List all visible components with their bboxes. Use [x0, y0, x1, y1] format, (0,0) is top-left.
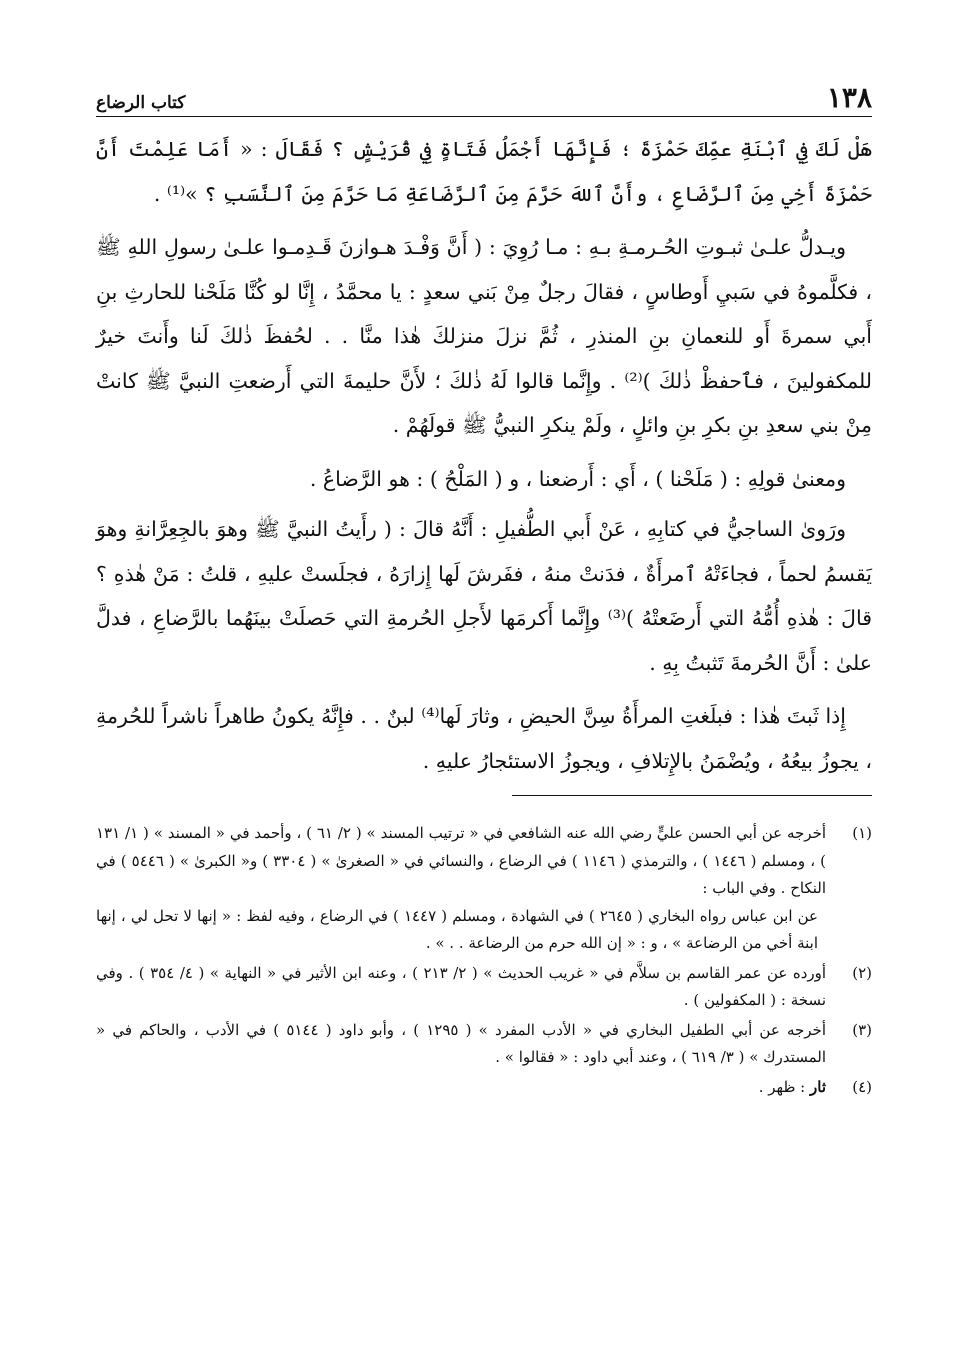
paragraph-milk-ruling: إِذا ثَبتَ هٰذا : فبلَغتِ المرأَةُ سِنَّ الحيضِ ، وثارَ لَها⁽⁴⁾ لبنٌ . . فإِنَّهُ يكونُ طاهراً ناشراً للحُرمةِ ، يجوزُ بيعُهُ ، ويُضْمَنُ بالإِتلافِ ، ويجوزُ الاستئجارُ عليهِ . — [96, 704, 872, 773]
footnote-text — [96, 1074, 826, 1102]
footnote-separator — [512, 795, 872, 796]
footnote-number: (٤) — [852, 1077, 872, 1096]
footnote-number: (٢) — [852, 963, 872, 982]
paragraph-hadith-continuation: هَلْ لَكَ فِي ٱبْنَةِ عمِّكَ حَمْزَةَ ؛ فَإِنَّهَا أَجْمَلُ فَتَاةٍ فِي قُرَيْشٍ ؟ فَقَالَ : « أَمَا عَلِمْتَ أَنَّ حَمْزَةَ أَخِي مِنَ ٱلرَّضَاعِ ، وأَنَّ ٱللهَ حَرَّمَ مِنَ ٱلرَّضَاعَةِ مَا حَرَّمَ مِنَ ٱلنَّسَبِ ؟ »⁽¹⁾ . — [96, 137, 872, 206]
main-text — [96, 127, 872, 783]
footnote-line: أخرجه عن أبي الطفيل البخاري في « الأدب المفرد » ( ١٢٩٥ ) ، وأبو داود ( ٥١٤٤ ) في الأدب ، والحاكم في « المستدرك » ( ٣/ ٦١٩ ) ، وعند أبي داود : « فقالوا » . — [96, 1020, 826, 1066]
footnote-line: أخرجه عن أبي الحسن عليٍّ رضي الله عنه الشافعي في « ترتيب المسند » ( ٢/ ٦١ ) ، وأحمد في « المسند » ( ١/ ١٣١ ) ، ومسلم ( ١٤٤٦ ) ، والترمذي ( ١١٤٦ ) في الرضاع ، والنسائي في « الصغرىٰ » ( ٣٣٠٤ ) و« الكبرىٰ » ( ٥٤٤٦ ) في النكاح . وفي الباب : — [96, 824, 827, 897]
glossed-term: ثار — [810, 1077, 826, 1096]
running-header — [96, 72, 872, 117]
footnote-text — [96, 1017, 826, 1072]
paragraph-saji-narration: ورَوىٰ الساجيُّ في كتابِهِ ، عَنْ أَبي الطُّفيلِ : أَنَّهُ قالَ : ( رأَيتُ النبيَّ ﷺ وهوَ بالجِعِرَّانةِ وهوَ يَقسمُ لحماً ، فجاءَتْهُ ٱمرأَةٌ ، فدَنتْ منهُ ، ففَرشَ لَها إِزارَهُ ، فجلَستْ عليهِ ، قلتُ : مَنْ هٰذهِ ؟ قالَ : هٰذهِ أُمُّهُ التي أَرضَعتْهُ )⁽³⁾ وإِنَّما أَكرمَها لأَجلِ الحُرمةِ التي حَصلَتْ بينَهُما بالرَّضاعِ ، فدلَّ علىٰ : أَنَّ الحُرمةَ تَثبتُ بِهِ . — [96, 517, 872, 675]
footnote-2 — [96, 960, 872, 1015]
footnote-text — [96, 820, 826, 958]
book-title: كتاب الرضاع — [96, 93, 186, 113]
footnote-text — [96, 960, 826, 1015]
footnotes — [96, 820, 872, 1101]
paragraph-meaning-malahna: ومعنىٰ قولِهِ : ( مَلَحْنا ) ، أَي : أَرضعنا ، و ( المَلْحُ ) : هو الرَّضاعُ . — [309, 466, 846, 491]
footnote-line: أورده عن عمر القاسم بن سلاَّم في « غريب الحديث » ( ٢/ ٢١٣ ) ، وعنه ابن الأثير في « النهاية » ( ٤/ ٣٥٤ ) . وفي نسخة : ( المكفولين ) . — [96, 963, 827, 1009]
footnote-number: (٣) — [852, 1020, 872, 1039]
paragraph-evidence-hawazin: ويـدلُّ علـىٰ ثبـوتِ الحُـرمـةِ بـهِ : مـا رُوِيَ : ( أَنَّ وَفْـدَ هـوازنَ قَـدِمـوا علـىٰ رسولِ اللهِ ﷺ ، فكلَّموهُ في سَبيِ أَوطاسٍ ، فقالَ رجلٌ مِنْ بَني سعدٍ : يا محمَّدُ ، إِنَّا لو كُنَّا مَلَحْنا للحارثِ بنِ أَبي سمرةَ أَو للنعمانِ بنِ المنذرِ ، ثُمَّ نزلَ منزلكَ هٰذا منَّا . . لحُفظَ ذٰلكَ لَنا وأَنتَ خيرٌ للمكفولينَ ، فٱحفظْ ذٰلكَ )⁽²⁾ . وإِنَّما قالوا لَهُ ذٰلكَ ؛ لأَنَّ حليمةَ التي أَرضعتِ النبيَّ ﷺ كانتْ مِنْ بني سعدِ بنِ بكرِ بنِ وائلٍ ، ولَمْ ينكرِ النبيُّ ﷺ قولَهُمْ . — [96, 235, 872, 437]
footnote-number: (١) — [852, 824, 872, 842]
footnote-line — [96, 1074, 826, 1102]
footnote-1 — [96, 820, 872, 958]
page-number: ١٣٨ — [826, 81, 872, 114]
gloss-definition: : ظهر . — [758, 1077, 806, 1096]
book-page — [96, 72, 872, 1103]
footnote-4 — [96, 1074, 872, 1102]
footnote-line: عن ابن عباس رواه البخاري ( ٢٦٤٥ ) في الشهادة ، ومسلم ( ١٤٤٧ ) في الرضاع ، وفيه لفظ : « إنها لا تحل لي ، إنها ابنة أخي من الرضاعة » ، و : « إن الله حرم من الرضاعة . . » . — [96, 906, 818, 952]
footnote-3 — [96, 1017, 872, 1072]
